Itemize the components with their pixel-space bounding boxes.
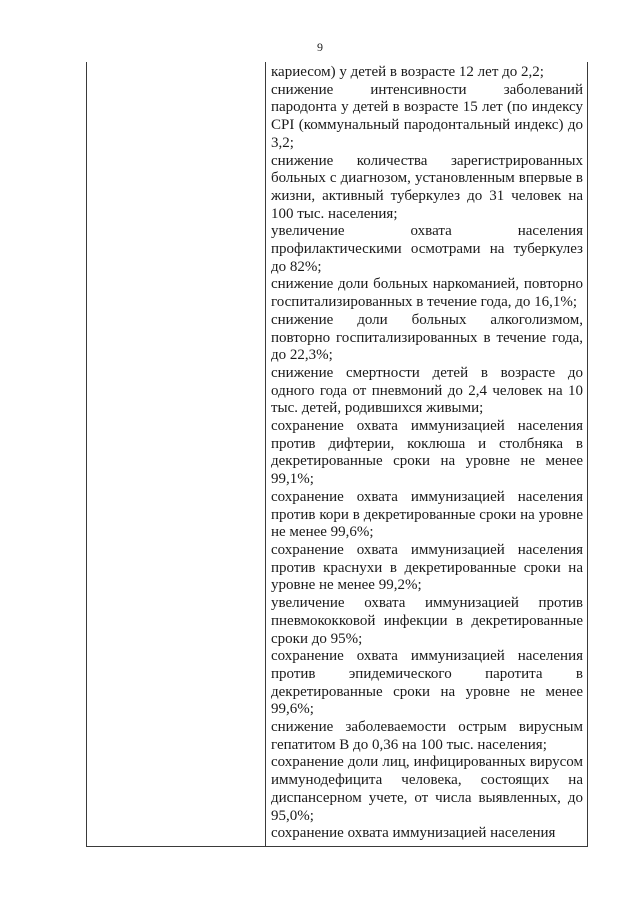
document-table <box>86 62 588 847</box>
page-number: 9 <box>317 40 323 54</box>
list-item: снижение доли больных алкоголизмом, повторно госпитализированных в течение года, до 22,3%; <box>271 311 583 364</box>
list-item: сохранение доли лиц, инфицированных вирусом иммунодефицита человека, состоящих на диспансерном учете, от числа выявленных, до 95,0%; <box>271 754 583 824</box>
list-item: сохранение охвата иммунизацией населения против дифтерии, коклюша и столбняка в декретированные сроки на уровне не менее 99,1%; <box>271 418 583 488</box>
list-item: снижение количества зарегистрированных больных с диагнозом, установленным впервые в жизни, активный туберкулез до 31 человек на 100 тыс. населения; <box>271 152 583 222</box>
list-item: увеличение охвата населения профилактическими осмотрами на туберкулез до 82%; <box>271 223 583 275</box>
list-item: снижение доли больных наркоманией, повторно госпитализированных в течение года, до 16,1%; <box>271 276 583 311</box>
list-item: сохранение охвата иммунизацией населения против эпидемического паротита в декретированные сроки на уровне не менее 99,6%; <box>271 648 583 718</box>
list-item: кариесом) у детей в возрасте 12 лет до 2,2; <box>271 64 544 80</box>
list-item: снижение интенсивности заболеваний пародонта у детей в возрасте 15 лет (по индексу CPI (коммунальный пародонтальный индекс) до 3,2; <box>271 81 583 151</box>
table-left-column <box>87 62 266 846</box>
list-item: сохранение охвата иммунизацией населения против кори в декретированные сроки на уровне не менее 99,6%; <box>271 488 583 541</box>
list-item: сохранение охвата иммунизацией населения <box>271 825 556 842</box>
list-item: снижение заболеваемости острым вирусным гепатитом В до 0,36 на 100 тыс. населения; <box>271 719 583 753</box>
list-item: сохранение охвата иммунизацией населения против краснухи в декретированные сроки на уровне не менее 99,2%; <box>271 541 583 594</box>
table-right-column <box>266 62 587 843</box>
list-item: снижение смертности детей в возрасте до одного года от пневмоний до 2,4 человек на 10 тыс. детей, родившихся живыми; <box>271 364 583 417</box>
list-item: увеличение охвата иммунизацией против пневмококковой инфекции в декретированные сроки до 95%; <box>271 595 583 647</box>
